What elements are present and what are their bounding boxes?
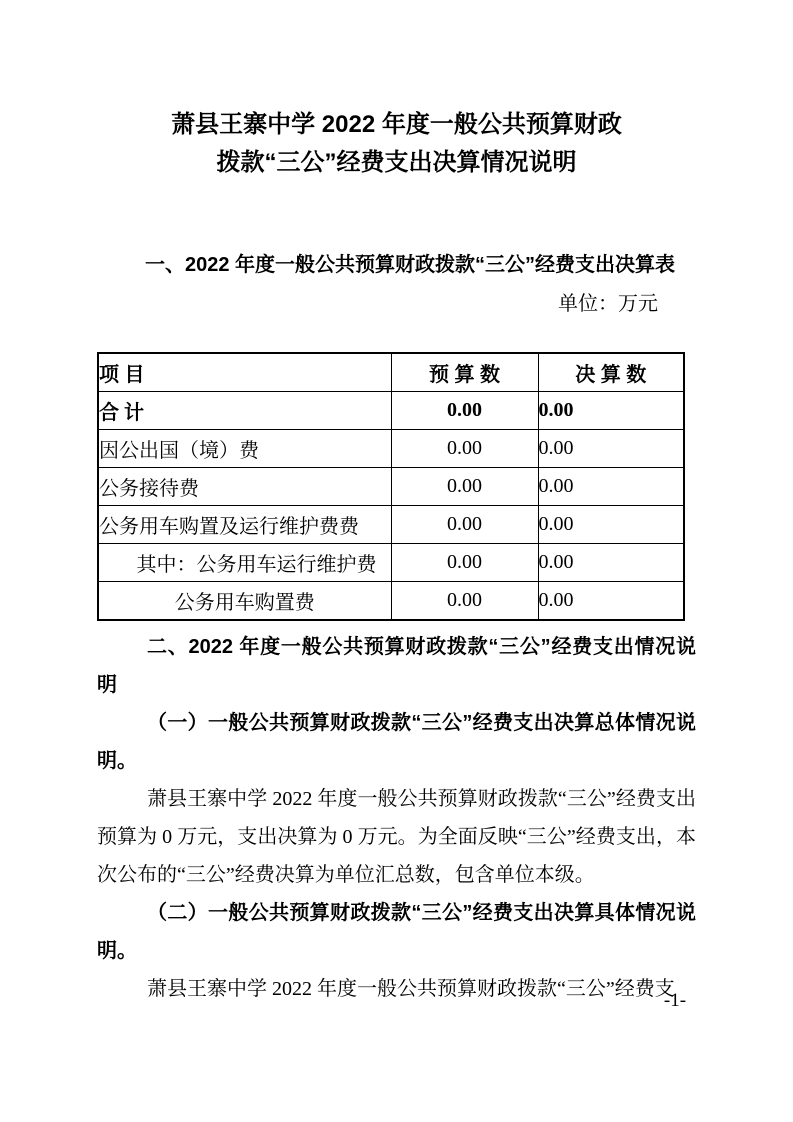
- table-row-vehicle-maintenance: [98, 544, 684, 582]
- item-label: 公务用车购置及运行维护费费: [98, 506, 391, 544]
- header-final: 决 算 数: [538, 353, 684, 392]
- document-title-line2: 拨款“三公”经费支出决算情况说明: [216, 149, 577, 176]
- budget-value: 0.00: [391, 430, 538, 468]
- document-title: [97, 106, 696, 182]
- budget-table: [97, 352, 685, 621]
- item-label: 合 计: [98, 392, 391, 430]
- final-value: 0.00: [538, 544, 684, 582]
- budget-value: 0.00: [391, 392, 538, 430]
- section2-heading: 二、2022 年度一般公共预算财政拨款“三公”经费支出情况说明: [97, 636, 696, 696]
- budget-value: 0.00: [391, 582, 538, 621]
- document-title-line1: 萧县王寨中学 2022 年度一般公共预算财政: [171, 111, 622, 138]
- table-row-total: [98, 392, 684, 430]
- table-row-abroad: [98, 430, 684, 468]
- budget-value: 0.00: [391, 506, 538, 544]
- body-text: [97, 628, 696, 1008]
- paragraph-detail-start: 萧县王寨中学 2022 年度一般公共预算财政拨款“三公”经费支: [147, 978, 675, 1000]
- item-label: 公务接待费: [98, 468, 391, 506]
- item-label: 因公出国（境）费: [98, 430, 391, 468]
- item-label: 公务用车购置费: [98, 582, 391, 621]
- final-value: 0.00: [538, 430, 684, 468]
- final-value: 0.00: [538, 582, 684, 621]
- page-number: -1-: [663, 990, 687, 1011]
- budget-value: 0.00: [391, 468, 538, 506]
- paragraph-overview: 萧县王寨中学 2022 年度一般公共预算财政拨款“三公”经费支出预算为 0 万元，支出决算为 0 万元。为全面反映“三公”经费支出，本次公布的“三公”经费决算为单位汇总数，包含单位本级。: [97, 788, 696, 886]
- final-value: 0.00: [538, 506, 684, 544]
- table-row-reception: [98, 468, 684, 506]
- final-value: 0.00: [538, 392, 684, 430]
- budget-value: 0.00: [391, 544, 538, 582]
- final-value: 0.00: [538, 468, 684, 506]
- table-row-vehicle-purchase: [98, 582, 684, 621]
- table-row-vehicle-total: [98, 506, 684, 544]
- header-item: 项 目: [98, 353, 391, 392]
- header-budget: 预 算 数: [391, 353, 538, 392]
- sub2-heading: （二）一般公共预算财政拨款“三公”经费支出决算具体情况说明。: [97, 902, 696, 962]
- unit-note: 单位：万元: [558, 293, 658, 315]
- section1-heading: 一、2022 年度一般公共预算财政拨款“三公”经费支出决算表: [145, 254, 676, 276]
- sub1-heading: （一）一般公共预算财政拨款“三公”经费支出决算总体情况说明。: [97, 712, 696, 772]
- item-label: 其中：公务用车运行维护费: [98, 544, 391, 582]
- table-header-row: [98, 353, 684, 392]
